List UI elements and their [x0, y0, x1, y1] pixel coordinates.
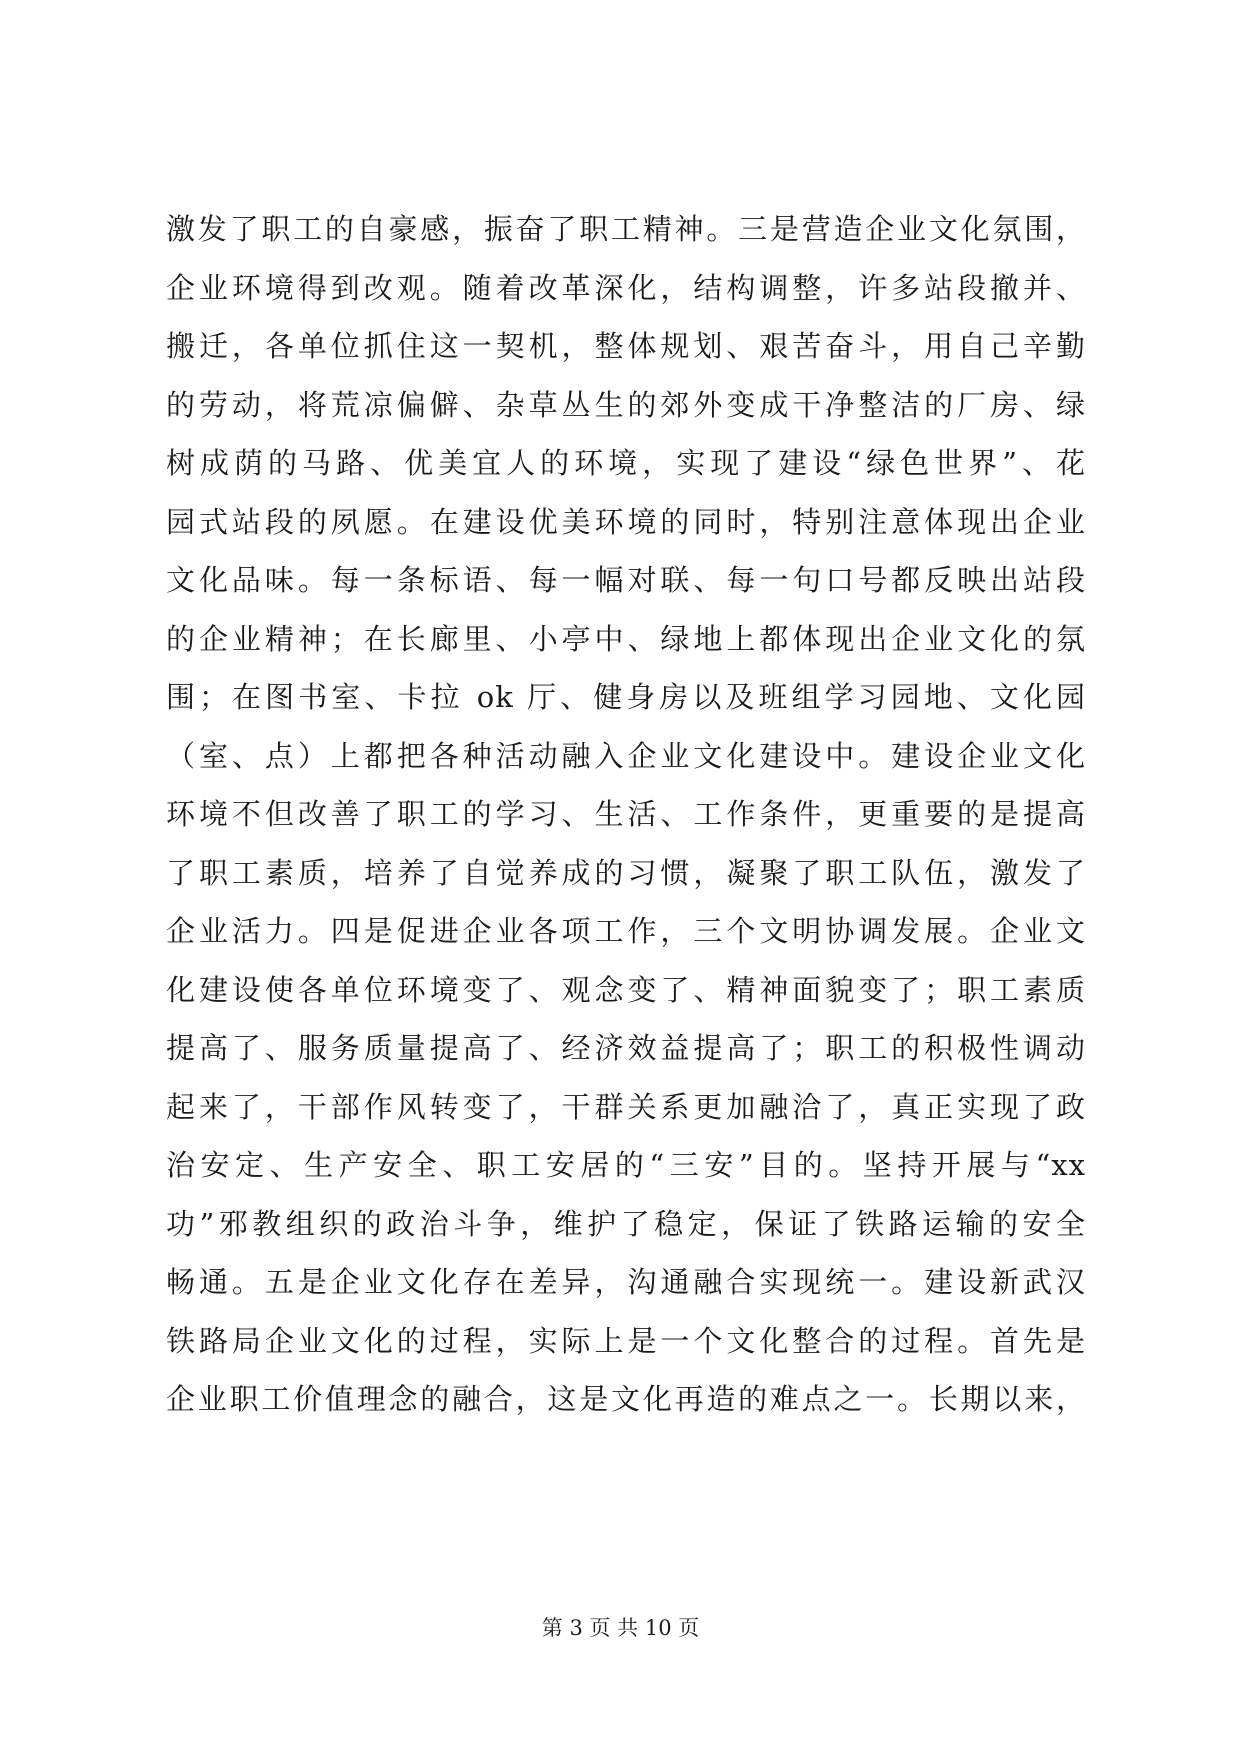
text-line: 搬迁，各单位抓住这一契机，整体规划、艰苦奋斗，用自己辛勤 — [166, 329, 1086, 363]
text-line: 企业职工价值理念的融合，这是文化再造的难点之一。长期以来， — [166, 1382, 1086, 1416]
page-number-footer: 第 3 页 共 10 页 — [541, 1616, 700, 1640]
text-line: 企业活力。四是促进企业各项工作，三个文明协调发展。企业文 — [166, 914, 1086, 948]
text-line: 功”邪教组织的政治斗争，维护了稳定，保证了铁路运输的安全 — [166, 1206, 1086, 1241]
text-line: 铁路局企业文化的过程，实际上是一个文化整合的过程。首先是 — [166, 1323, 1086, 1358]
text-line: 围；在图书室、卡拉 ok 厅、健身房以及班组学习园地、文化园 — [166, 680, 1086, 714]
text-line: （室、点）上都把各种活动融入企业文化建设中。建设企业文化 — [166, 738, 1086, 773]
text-line: 园式站段的夙愿。在建设优美环境的同时，特别注意体现出企业 — [166, 504, 1086, 539]
text-line: 激发了职工的自豪感，振奋了职工精神。三是营造企业文化氛围， — [166, 212, 1086, 246]
text-line: 的劳动，将荒凉偏僻、杂草丛生的郊外变成干净整洁的厂房、绿 — [166, 387, 1086, 422]
text-line: 畅通。五是企业文化存在差异，沟通融合实现统一。建设新武汉 — [166, 1265, 1086, 1299]
text-line: 起来了，干部作风转变了，干群关系更加融洽了，真正实现了政 — [166, 1089, 1086, 1124]
text-line: 环境不但改善了职工的学习、生活、工作条件，更重要的是提高 — [166, 797, 1086, 831]
text-line: 化建设使各单位环境变了、观念变了、精神面貌变了；职工素质 — [166, 972, 1086, 1007]
text-line: 树成荫的马路、优美宜人的环境，实现了建设“绿色世界”、花 — [166, 446, 1086, 480]
text-line: 企业环境得到改观。随着改革深化，结构调整，许多站段撤并、 — [166, 270, 1086, 305]
body-text — [166, 200, 1086, 1429]
text-line: 提高了、服务质量提高了、经济效益提高了；职工的积极性调动 — [166, 1031, 1086, 1065]
text-line: 治安定、生产安全、职工安居的“三安”目的。坚持开展与“xx — [166, 1148, 1086, 1182]
text-line: 文化品味。每一条标语、每一幅对联、每一句口号都反映出站段 — [166, 563, 1086, 597]
text-line: 的企业精神；在长廊里、小亭中、绿地上都体现出企业文化的氛 — [166, 621, 1086, 656]
text-line: 了职工素质，培养了自觉养成的习惯，凝聚了职工队伍，激发了 — [166, 855, 1086, 890]
